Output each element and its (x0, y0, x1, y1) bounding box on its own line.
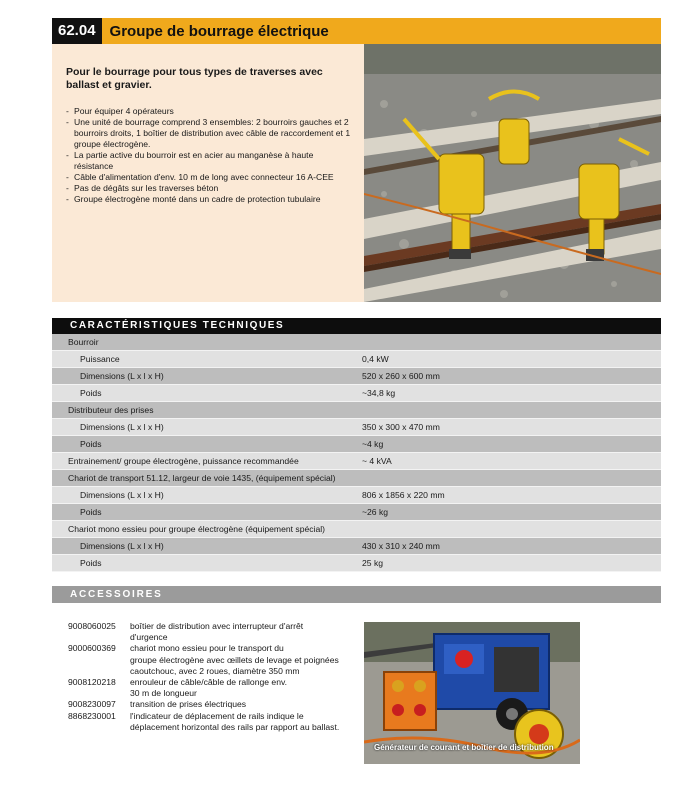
spec-row (52, 504, 661, 521)
spec-group-row (52, 521, 661, 538)
feature-item: - Câble d'alimentation d'env. 10 m de long avec connecteur 16 A-CEE (66, 172, 354, 183)
accessories-heading: ACCESSOIRES (52, 586, 661, 603)
accessories-list (68, 621, 360, 733)
accessory-line: groupe électrogène avec œillets de levage et poignées (130, 654, 339, 665)
accessory-description (130, 677, 360, 699)
spec-label: Bourroir (68, 337, 99, 347)
spec-row (52, 419, 661, 436)
accessory-item (68, 621, 360, 643)
feature-list (66, 106, 354, 205)
spec-row (52, 487, 661, 504)
accessory-description (130, 621, 360, 643)
feature-item: - Pas de dégâts sur les traverses béton (66, 183, 354, 194)
accessory-description (130, 699, 360, 710)
accessory-item (68, 711, 360, 733)
accessory-line: caoutchouc, avec 2 roues, diamètre 350 mm (130, 665, 300, 676)
accessory-line: enrouleur de câble/câble de rallonge env. (130, 677, 288, 688)
accessory-line: l'indicateur de déplacement de rails indique le (130, 710, 304, 721)
spec-label: Puissance (80, 354, 120, 364)
spec-row (52, 368, 661, 385)
intro-lead: Pour le bourrage pour tous types de traverses avec ballast et gravier. (66, 66, 323, 91)
spec-group-row (52, 470, 661, 487)
spec-label: Dimensions (L x l x H) (80, 422, 164, 432)
spec-row (52, 351, 661, 368)
tamping-tools-photo (364, 44, 661, 302)
spec-row (52, 555, 661, 572)
spec-label: Entrainement/ groupe électrogène, puissance recommandée (68, 456, 299, 466)
spec-value: ~34,8 kg (362, 388, 396, 398)
specs-heading: CARACTÉRISTIQUES TECHNIQUES (52, 318, 661, 334)
spec-value: 25 kg (362, 558, 384, 568)
spec-group-row (52, 334, 661, 351)
generator-photo (364, 622, 580, 764)
spec-group-row (52, 402, 661, 419)
tamping-tools-illustration (364, 44, 661, 302)
accessory-line: boîtier de distribution avec interrupteur d'arrêt (130, 621, 304, 631)
spec-label: Chariot mono essieu pour groupe électrogène (équipement spécial) (68, 524, 326, 534)
spec-value: 0,4 kW (362, 354, 389, 364)
spec-row (52, 436, 661, 453)
spec-row (52, 538, 661, 555)
accessory-code: 9000600369 (68, 643, 116, 654)
spec-label: Poids (80, 558, 102, 568)
accessory-code: 8868230001 (68, 710, 116, 721)
spec-label: Poids (80, 388, 102, 398)
page-header (52, 18, 661, 44)
accessory-description (130, 643, 360, 677)
spec-label: Dimensions (L x l x H) (80, 490, 164, 500)
feature-item: - Groupe électrogène monté dans un cadre de protection tubulaire (66, 194, 354, 205)
accessory-line: 30 m de longueur (130, 688, 197, 699)
spec-label: Poids (80, 507, 102, 517)
accessory-description (130, 711, 360, 733)
accessory-item (68, 699, 360, 710)
intro-panel (52, 44, 364, 302)
feature-item: - Une unité de bourrage comprend 3 ensembles: 2 bourroirs gauches et 2 bourroirs droits, 1 boîtier de distribution avec câble de raccordement et 1 groupe électrogène. (66, 117, 354, 150)
accessory-item (68, 677, 360, 699)
page-title: Groupe de bourrage électrique (109, 22, 329, 40)
feature-item: - La partie active du bourroir est en acier au manganèse à haute résistance (66, 150, 354, 172)
accessory-code: 9008120218 (68, 677, 116, 688)
spec-value: 430 x 310 x 240 mm (362, 541, 440, 551)
spec-value: ~4 kg (362, 439, 384, 449)
accessory-line: déplacement horizontal des rails par rapport au ballast. (130, 721, 340, 732)
spec-row (52, 385, 661, 402)
accessory-code: 9008060025 (68, 621, 116, 631)
spec-label: Distributeur des prises (68, 405, 154, 415)
spec-row (52, 453, 661, 470)
specs-table (52, 334, 661, 572)
spec-value: 520 x 260 x 600 mm (362, 371, 440, 381)
spec-label: Chariot de transport 51.12, largeur de voie 1435, (équipement spécial) (68, 473, 336, 483)
accessory-item (68, 643, 360, 677)
accessory-code: 9008230097 (68, 699, 116, 710)
accessory-line: chariot mono essieu pour le transport du (130, 643, 284, 654)
accessory-line: d'urgence (130, 632, 168, 643)
spec-label: Poids (80, 439, 102, 449)
accessory-line: transition de prises électriques (130, 699, 247, 710)
spec-value: 806 x 1856 x 220 mm (362, 490, 445, 500)
spec-value: 350 x 300 x 470 mm (362, 422, 440, 432)
spec-value: ~ 4 kVA (362, 456, 392, 466)
photo-caption: Générateur de courant et boîtier de distribution (374, 743, 554, 752)
spec-label: Dimensions (L x l x H) (80, 371, 164, 381)
spec-value: ~26 kg (362, 507, 389, 517)
feature-item: - Pour équiper 4 opérateurs (66, 106, 354, 117)
section-number: 62.04 (52, 18, 102, 44)
spec-label: Dimensions (L x l x H) (80, 541, 164, 551)
